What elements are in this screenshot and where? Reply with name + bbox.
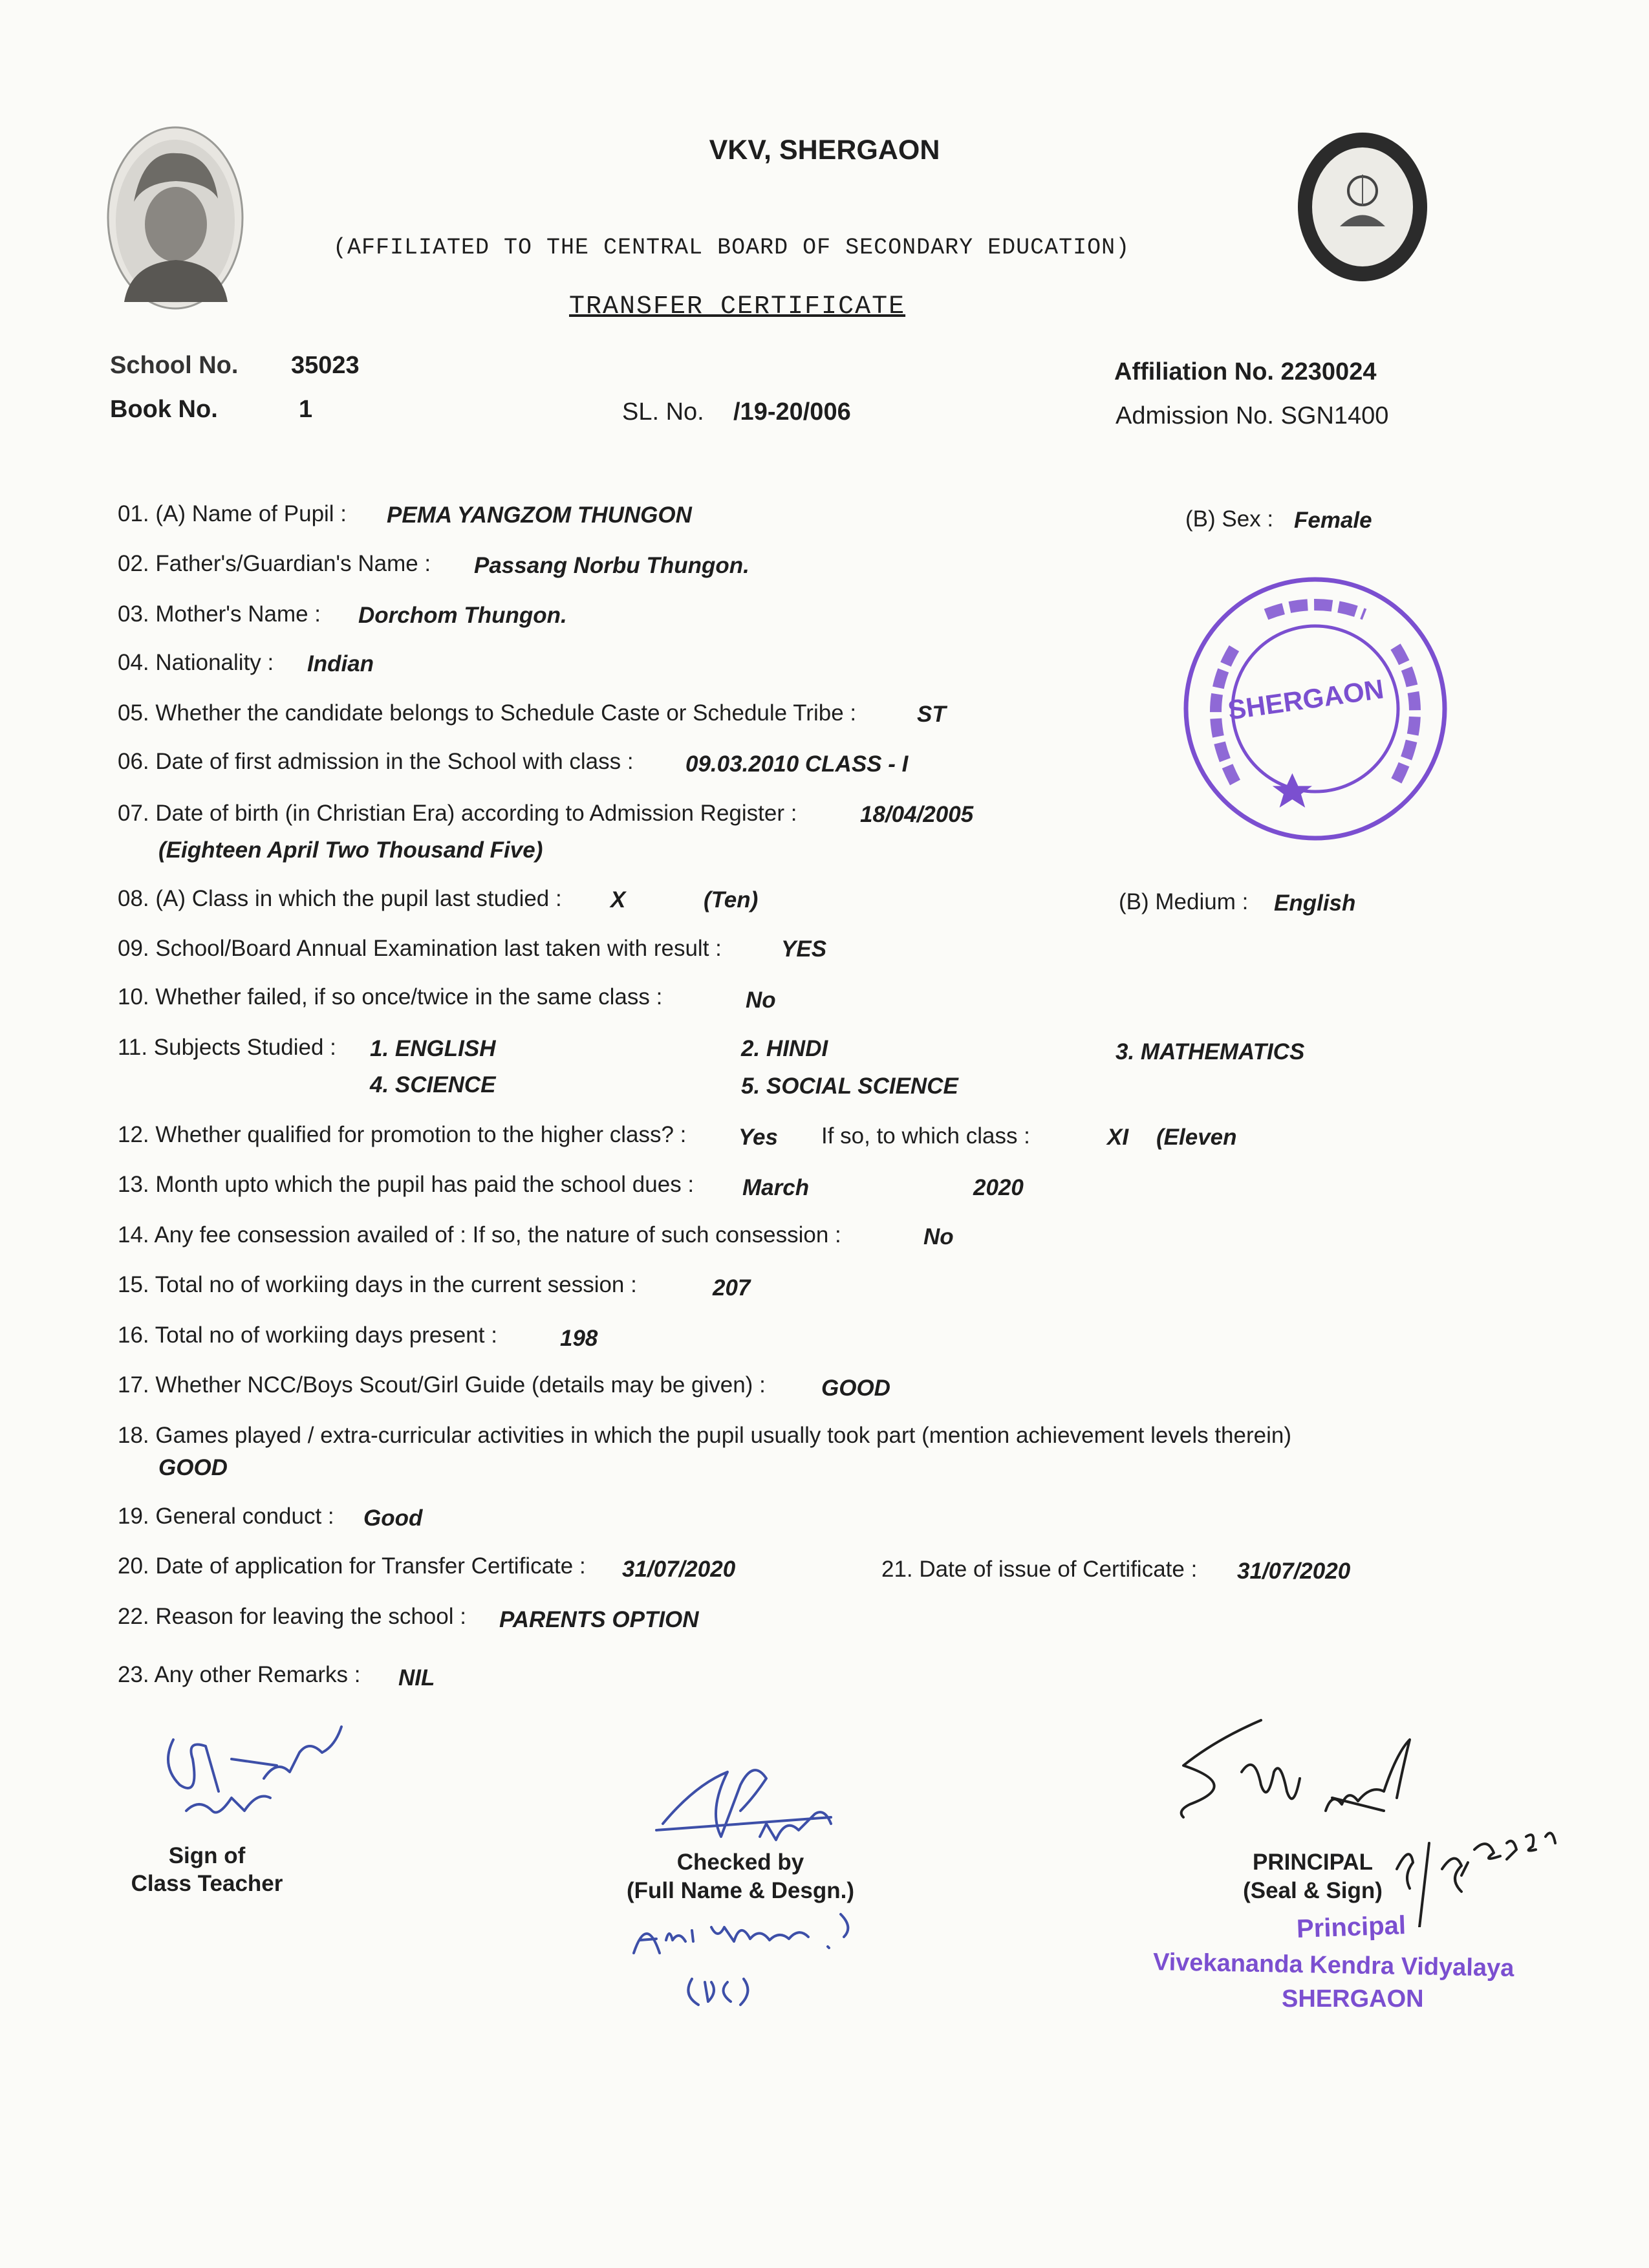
last-class: X <box>610 887 626 913</box>
affiliation-line: (AFFILIATED TO THE CENTRAL BOARD OF SECONDARY EDUCATION) <box>333 235 1130 261</box>
issue-date: 31/07/2020 <box>1237 1559 1351 1584</box>
father-name: Passang Norbu Thungon. <box>474 553 749 578</box>
games-activities: GOOD <box>158 1455 228 1480</box>
field-12b-label: If so, to which class : <box>821 1123 1030 1149</box>
field-20-label: 20. Date of application for Transfer Certificate : <box>118 1553 586 1579</box>
field-19-label: 19. General conduct : <box>118 1504 334 1529</box>
caste-tribe: ST <box>917 702 946 727</box>
principal-stamp-line-3: SHERGAON <box>1282 1985 1424 2013</box>
checked-by-label-1: Checked by <box>676 1850 804 1875</box>
nationality: Indian <box>307 651 374 676</box>
certificate-title: TRANSFER CERTIFICATE <box>569 292 906 321</box>
school-no-value: 35023 <box>291 352 360 379</box>
field-11-label: 11. Subjects Studied : <box>118 1035 336 1060</box>
field-21-label: 21. Date of issue of Certificate : <box>881 1557 1198 1582</box>
principal-label-1: PRINCIPAL <box>1252 1850 1374 1875</box>
principal-label-2: (Seal & Sign) <box>1243 1878 1383 1903</box>
fee-concession: No <box>923 1224 954 1249</box>
teacher-sign-label-1: Sign of <box>168 1843 246 1868</box>
field-01b-label: (B) Sex : <box>1185 506 1274 532</box>
book-no-value: 1 <box>299 396 313 423</box>
field-22-label: 22. Reason for leaving the school : <box>118 1604 466 1629</box>
checked-by-signature <box>637 1746 850 1856</box>
first-admission: 09.03.2010 CLASS - I <box>685 751 909 777</box>
field-01-label: 01. (A) Name of Pupil : <box>118 501 347 526</box>
field-23-label: 23. Any other Remarks : <box>118 1662 361 1687</box>
principal-stamp-line-2: Vivekananda Kendra Vidyalaya <box>1152 1949 1514 1982</box>
checked-by-handwritten-name <box>621 1901 892 2011</box>
dues-year: 2020 <box>973 1175 1024 1200</box>
days-present: 198 <box>560 1326 598 1351</box>
teacher-sign-label-2: Class Teacher <box>131 1871 283 1896</box>
working-days: 207 <box>713 1275 751 1301</box>
field-12-label: 12. Whether qualified for promotion to the higher class? : <box>118 1122 687 1147</box>
book-no-label: Book No. <box>110 396 218 423</box>
checked-by-label-2: (Full Name & Desgn.) <box>627 1878 854 1903</box>
admission-no: Admission No. SGN1400 <box>1116 402 1389 429</box>
pupil-name: PEMA YANGZOM THUNGON <box>387 502 692 528</box>
general-conduct: Good <box>363 1506 423 1531</box>
field-08b-label: (B) Medium : <box>1119 889 1249 914</box>
subject-5: 5. SOCIAL SCIENCE <box>741 1074 958 1099</box>
date-of-birth: 18/04/2005 <box>860 802 974 827</box>
field-04-label: 04. Nationality : <box>118 650 274 675</box>
field-06-label: 06. Date of first admission in the School with class : <box>118 749 634 774</box>
subject-3: 3. MATHEMATICS <box>1116 1039 1305 1064</box>
sl-no-value: /19-20/006 <box>733 398 851 426</box>
field-18-label: 18. Games played / extra-curricular activities in which the pupil usually took part (mention achievement levels therein) <box>118 1423 1292 1448</box>
date-of-birth-words: (Eighteen April Two Thousand Five) <box>158 837 543 863</box>
field-14-label: 14. Any fee consession availed of : If so, the nature of such consession : <box>118 1222 841 1247</box>
field-05-label: 05. Whether the candidate belongs to Schedule Caste or Schedule Tribe : <box>118 700 857 726</box>
subject-4: 4. SCIENCE <box>370 1072 496 1097</box>
sl-no-label: SL. No. <box>622 398 704 426</box>
mother-name: Dorchom Thungon. <box>358 603 567 628</box>
medium: English <box>1274 891 1356 916</box>
leaving-reason: PARENTS OPTION <box>499 1607 699 1632</box>
subject-1: 1. ENGLISH <box>370 1036 496 1061</box>
field-16-label: 16. Total no of workiing days present : <box>118 1323 497 1348</box>
field-15-label: 15. Total no of workiing days in the current session : <box>118 1272 637 1297</box>
field-03-label: 03. Mother's Name : <box>118 601 321 627</box>
application-date: 31/07/2020 <box>622 1557 736 1582</box>
school-no-label: School No. <box>110 352 239 379</box>
field-07-label: 07. Date of birth (in Christian Era) according to Admission Register : <box>118 801 797 826</box>
field-08-label: 08. (A) Class in which the pupil last studied : <box>118 886 562 911</box>
exam-result: YES <box>781 936 827 962</box>
promotion-class-words: (Eleven <box>1156 1125 1237 1150</box>
dues-month: March <box>742 1175 810 1200</box>
principal-stamp-line-1: Principal <box>1296 1911 1406 1943</box>
affiliation-no: Affiliation No. 2230024 <box>1114 358 1377 385</box>
stamp-place: SHERGAON <box>1225 673 1386 726</box>
school-title: VKV, SHERGAON <box>709 135 940 166</box>
other-remarks: NIL <box>398 1665 435 1690</box>
class-teacher-signature <box>147 1701 361 1830</box>
field-02-label: 02. Father's/Guardian's Name : <box>118 551 431 576</box>
field-13-label: 13. Month upto which the pupil has paid the school dues : <box>118 1172 695 1197</box>
pupil-sex: Female <box>1294 508 1372 533</box>
promotion-qualified: Yes <box>738 1125 778 1150</box>
failed-status: No <box>746 988 776 1013</box>
last-class-words: (Ten) <box>704 887 759 913</box>
field-09-label: 09. School/Board Annual Examination last taken with result : <box>118 936 722 961</box>
subject-2: 2. HINDI <box>741 1036 828 1061</box>
promotion-class: XI <box>1107 1125 1129 1150</box>
field-10-label: 10. Whether failed, if so once/twice in the same class : <box>118 984 663 1010</box>
field-17-label: 17. Whether NCC/Boys Scout/Girl Guide (details may be given) : <box>118 1372 766 1398</box>
ncc-scout: GOOD <box>821 1376 890 1401</box>
